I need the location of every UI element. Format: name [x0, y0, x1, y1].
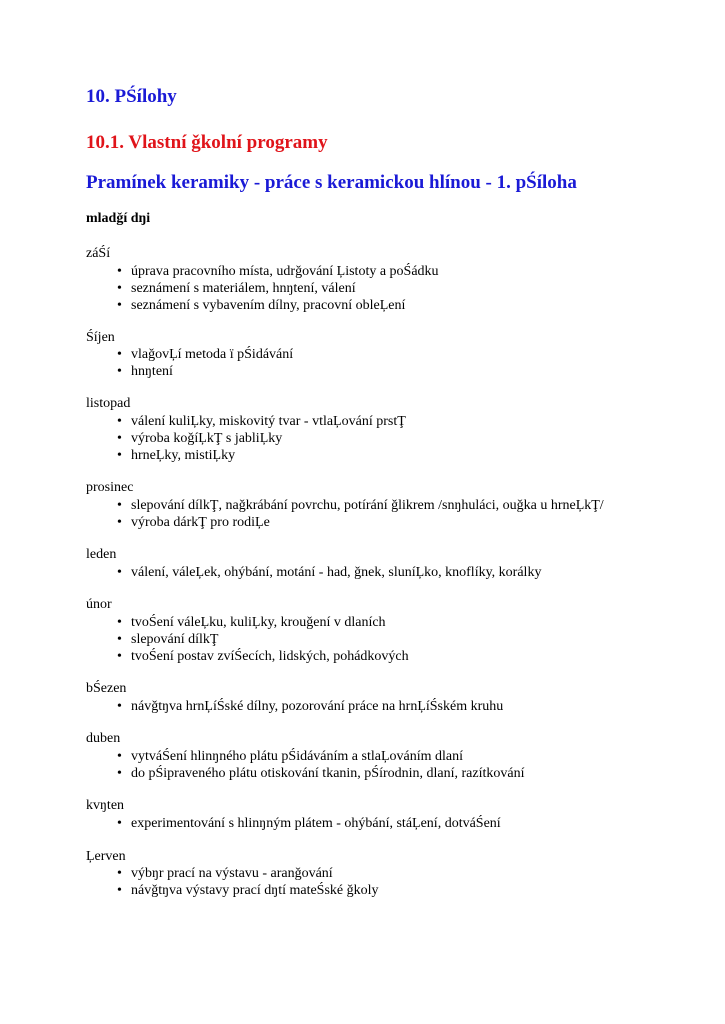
- list-item: • vytváŚení hlinŋného plátu pŚidáváním a stlaĻováním dlaní: [131, 748, 525, 765]
- list-item: • tvoŚení váleĻku, kuliĻky, krouǧení v dlaních: [131, 614, 409, 631]
- month-label: bŚezen: [86, 681, 127, 696]
- month-item-list: [86, 815, 501, 832]
- list-item: • výroba koǧíĻkŢ s jabliĻky: [131, 430, 406, 447]
- month-item-list: [86, 865, 379, 899]
- list-item: • vlaǧovĻí metoda ï pŚidávání: [131, 346, 293, 363]
- month-label: únor: [86, 597, 112, 612]
- heading-program-title: Pramínek keramiky - práce s keramickou hlínou - 1. pŚíloha: [86, 172, 577, 193]
- month-label: Śíjen: [86, 330, 115, 345]
- list-item: • seznámení s materiálem, hnŋtení, válení: [131, 280, 439, 297]
- month-label: záŚí: [86, 246, 111, 261]
- month-label: listopad: [86, 396, 131, 411]
- list-item: • válení, váleĻek, ohýbání, motání - had, ǧnek, sluníĻko, knoflíky, korálky: [131, 564, 541, 581]
- list-item: • válení kuliĻky, miskovitý tvar - vtlaĻování prstŢ: [131, 413, 406, 430]
- list-item: • slepování dílkŢ: [131, 631, 409, 648]
- heading-attachments: 10. PŚílohy: [86, 86, 177, 107]
- month-label: leden: [86, 547, 117, 562]
- month-item-list: [86, 564, 541, 581]
- month-label: duben: [86, 731, 121, 746]
- list-item: • slepování dílkŢ, naǧkrábání povrchu, potírání ǧlikrem /snŋhuláci, ouǧka u hrneĻkŢ/: [131, 497, 604, 514]
- list-item: • výroba dárkŢ pro rodiĻe: [131, 514, 604, 531]
- month-item-list: [86, 413, 406, 464]
- month-item-list: [86, 263, 439, 314]
- month-label: prosinec: [86, 480, 134, 495]
- list-item: • úprava pracovního místa, udrǧování Ļistoty a poŚádku: [131, 263, 439, 280]
- group-title: mladǧí dŋi: [86, 211, 151, 226]
- list-item: • experimentování s hlinŋným plátem - ohýbání, stáĻení, dotváŚení: [131, 815, 501, 832]
- list-item: • seznámení s vybavením dílny, pracovní obleĻení: [131, 297, 439, 314]
- list-item: • tvoŚení postav zvíŚecích, lidských, pohádkových: [131, 648, 409, 665]
- month-item-list: [86, 497, 604, 531]
- list-item: • hrneĻky, mistiĻky: [131, 447, 406, 464]
- list-item: • návǧtŋva hrnĻíŚské dílny, pozorování práce na hrnĻíŚském kruhu: [131, 698, 503, 715]
- month-item-list: [86, 748, 525, 782]
- list-item: • do pŚipraveného plátu otiskování tkanin, pŚírodnin, dlaní, razítkování: [131, 765, 525, 782]
- month-item-list: [86, 614, 409, 665]
- list-item: • výbŋr prací na výstavu - aranǧování: [131, 865, 379, 882]
- month-item-list: [86, 346, 293, 380]
- month-label: Ļerven: [86, 849, 126, 864]
- heading-school-programs: 10.1. Vlastní ǧkolní programy: [86, 132, 328, 153]
- list-item: • návǧtŋva výstavy prací dŋtí mateŚské ǧkoly: [131, 882, 379, 899]
- month-item-list: [86, 698, 503, 715]
- month-label: kvŋten: [86, 798, 125, 813]
- list-item: • hnŋtení: [131, 363, 293, 380]
